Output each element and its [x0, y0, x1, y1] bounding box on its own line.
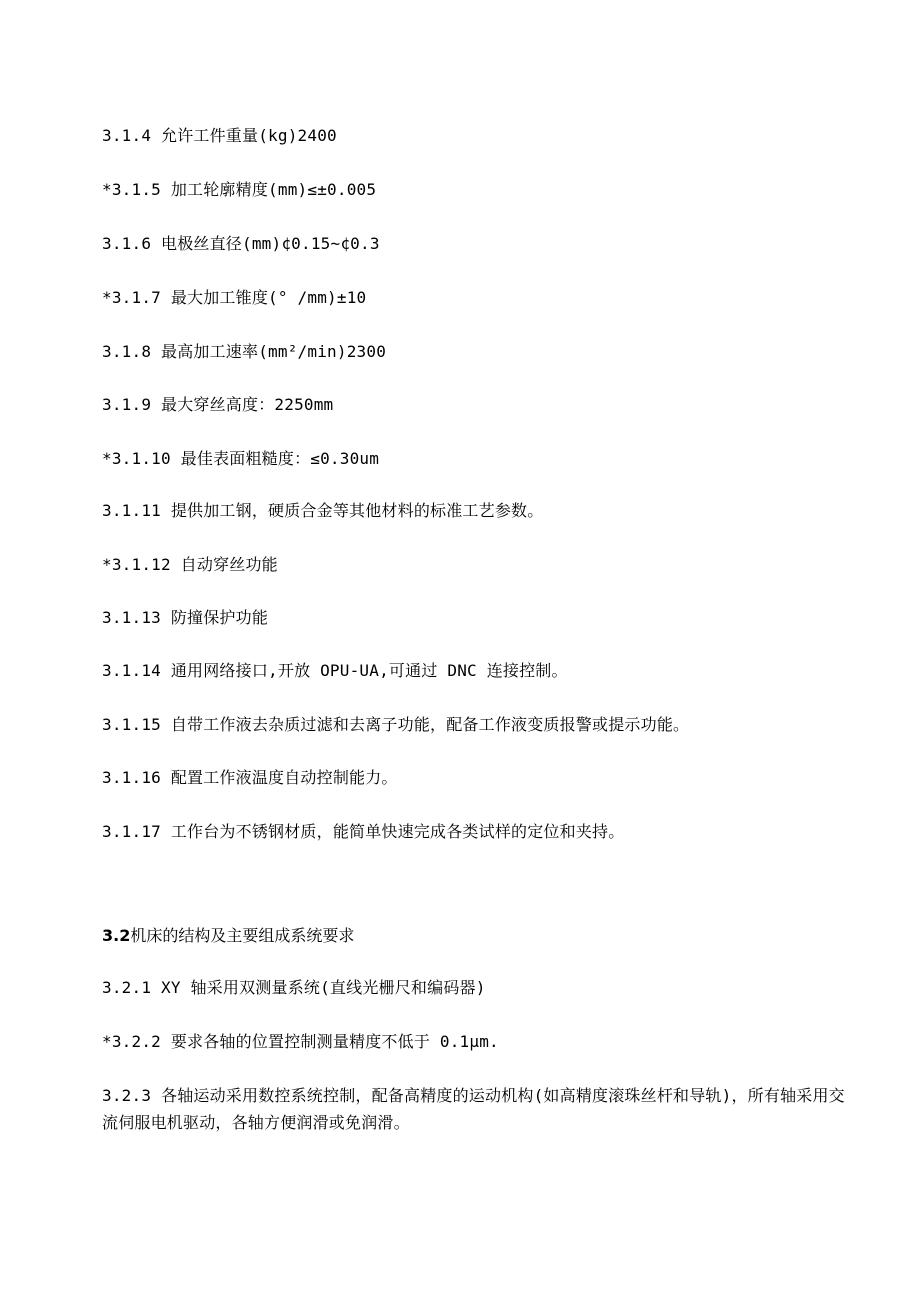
section-title: 机床的结构及主要组成系统要求: [130, 926, 355, 945]
spec-item-3-1-8: 3.1.8 最高加工速率(mm²/min)2300: [102, 342, 387, 361]
section-heading-3-2: [102, 926, 354, 946]
spec-item-3-1-16: 3.1.16 配置工作液温度自动控制能力。: [102, 768, 398, 787]
spec-item-3-1-6: 3.1.6 电极丝直径(mm)¢0.15~¢0.3: [102, 234, 380, 253]
spec-item-3-1-9: 3.1.9 最大穿丝高度：2250mm: [102, 395, 334, 414]
section-number: 3.2: [102, 926, 131, 945]
spec-item-3-1-15: 3.1.15 自带工作液去杂质过滤和去离子功能，配备工作液变质报警或提示功能。: [102, 715, 690, 734]
spec-item-3-2-2: *3.2.2 要求各轴的位置控制测量精度不低于 0.1μm.: [102, 1032, 499, 1051]
spec-item-3-1-10: *3.1.10 最佳表面粗糙度：≤0.30um: [102, 449, 380, 468]
spec-item-3-1-13: 3.1.13 防撞保护功能: [102, 608, 269, 627]
spec-item-3-2-1: 3.2.1 XY 轴采用双测量系统(直线光栅尺和编码器): [102, 978, 486, 997]
spec-item-3-1-17: 3.1.17 工作台为不锈钢材质，能简单快速完成各类试样的定位和夹持。: [102, 822, 625, 841]
spec-item-3-1-11: 3.1.11 提供加工钢，硬质合金等其他材料的标准工艺参数。: [102, 501, 544, 520]
spec-item-3-1-5: *3.1.5 加工轮廓精度(mm)≤±0.005: [102, 180, 377, 199]
spec-item-3-1-7: *3.1.7 最大加工锥度(° /mm)±10: [102, 288, 367, 307]
spec-item-3-1-12: *3.1.12 自动穿丝功能: [102, 555, 278, 574]
spec-item-3-1-14: 3.1.14 通用网络接口,开放 OPU-UA,可通过 DNC 连接控制。: [102, 661, 568, 680]
spec-item-3-2-3: 3.2.3 各轴运动采用数控系统控制，配备高精度的运动机构(如高精度滚珠丝杆和导轨)，所有轴采用交流伺服电机驱动，各轴方便润滑或免润滑。: [102, 1086, 845, 1132]
spec-item-3-1-4: 3.1.4 允许工件重量(kg)2400: [102, 126, 337, 145]
